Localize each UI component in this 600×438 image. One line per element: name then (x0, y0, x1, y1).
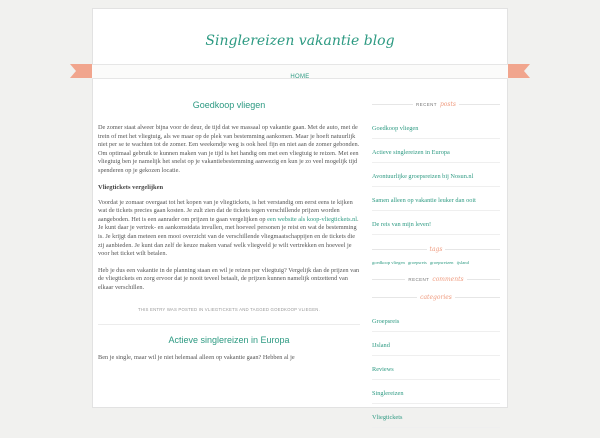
post-subheading: Vliegtickets vergelijken (98, 183, 164, 191)
list-item (372, 163, 500, 187)
widget-heading-recent-comments (372, 275, 500, 283)
recent-posts-list (372, 115, 500, 235)
recent-post-link[interactable]: Avontuurlijke groepsreizen bij Nosun.nl (372, 173, 474, 180)
category-link[interactable]: Reviews (372, 366, 394, 373)
post-paragraph: Heb je dus een vakantie in de planning staan en wil je reizen per vliegtuig? Vergelijk dan de prijzen van de vliegtickets en zorg ervoor dat je nooit teveel betaalt, de prijzen kunnen namelijk ontzettend van elkaar verschillen. (98, 266, 360, 291)
main-content (98, 100, 360, 370)
tag-cloud (372, 260, 500, 265)
post-paragraph: De zomer staat alweer bijna voor de deur, de tijd dat we massaal op vakantie gaan. Met de auto, met de trein of met het vliegtuig, als we maar op de plek van bestemming aankomen. Maar je hoeft natuurlijk niet per se te wachten tot de zomer. Een weekendje weg is ook heel fijn en niet aan de zomer gebonden. Om optimaal gebruik te kunnen maken van je tijd is het handig om met een vliegtuig te reizen. Met een vliegtuig ben je namelijk het snelst op je vakantiebestemming aanwezig en kun je zo veel mogelijk tijd spenderen op je gekozen locatie. (98, 124, 360, 174)
category-link[interactable]: Singlereizen (372, 390, 404, 397)
post-paragraph (98, 199, 360, 259)
recent-post-link[interactable]: Goedkoop vliegen (372, 125, 419, 132)
post-title[interactable]: Goedkoop vliegen (192, 100, 266, 110)
tag-link[interactable]: ijsland (456, 260, 469, 265)
post-divider (98, 324, 360, 325)
list-item (372, 308, 500, 332)
main-navigation (92, 64, 508, 79)
category-link[interactable]: Vliegtickets (372, 414, 403, 421)
koop-vliegtickets-link[interactable]: een website als koop-vliegtickets.nl (267, 215, 358, 223)
list-item (372, 211, 500, 235)
list-item (372, 115, 500, 139)
list-item (372, 356, 500, 380)
nav-item-home[interactable]: HOME (290, 74, 310, 80)
recent-post-link[interactable]: Actieve singlereizen in Europa (372, 149, 450, 156)
post-meta: THIS ENTRY WAS POSTED IN VLIEGTICKETS AND TAGGED GOEDKOOP VLIEGEN. (138, 306, 320, 312)
widget-heading-prefix: RECENT (416, 101, 437, 107)
widget-heading-script: posts (439, 100, 456, 108)
list-item (372, 139, 500, 163)
recent-post-link[interactable]: De reis van mijn leven! (372, 221, 432, 228)
sidebar (372, 100, 500, 438)
category-link[interactable]: Groepsreis (372, 318, 400, 325)
widget-heading-recent-posts (372, 100, 500, 108)
widget-heading-script: tags (429, 245, 443, 253)
ribbon-left-decoration (70, 64, 92, 78)
recent-post-link[interactable]: Samen alleen op vakantie leuker dan ooit (372, 197, 476, 204)
post-text: . Je kunt daar je vertrek- en aankomstdata invullen, met hoeveel personen je reist en wat de bestemming is. Je krijgt dan meteen een mooi overzicht van de verschillende vliegmaatschappijen en de tickets die zij aanbieden. Je kunt dan zelf de keuze maken vanaf welk vliegveld je wilt vertrekken en hoeveel je voor het ticket wilt betalen. (98, 215, 359, 258)
tag-link[interactable]: groepsreis (407, 260, 427, 265)
categories-list (372, 308, 500, 428)
tag-link[interactable]: groepsreizen (430, 260, 454, 265)
post-excerpt: Ben je single, maar wil je niet helemaal alleen op vakantie gaan? Hebben al je (98, 353, 295, 361)
site-title[interactable]: Singlereizen vakantie blog (205, 33, 395, 49)
category-link[interactable]: IJsland (372, 342, 390, 349)
list-item (372, 332, 500, 356)
widget-heading-script: comments (432, 275, 464, 283)
widget-heading-script: categories (420, 293, 452, 301)
post-title[interactable]: Actieve singlereizen in Europa (168, 334, 290, 345)
widget-heading-prefix: RECENT (408, 276, 430, 282)
list-item (372, 187, 500, 211)
widget-heading-tags (372, 245, 500, 253)
list-item (372, 380, 500, 404)
widget-heading-categories (372, 293, 500, 301)
post-text: Voordat je zomaar overgaat tot het kopen van je vliegtickets, is het verstandig om eerst eens te kijken wat de tickets precies gaan kosten. Je zult zien dat de tickets tegen verschillende prijzen worden aangeboden. Het is een aanrader om prijzen te gaan vergelijken op (98, 198, 353, 223)
ribbon-right-decoration (508, 64, 530, 78)
list-item (372, 404, 500, 428)
tag-link[interactable]: goedkoop vliegen (372, 260, 405, 265)
